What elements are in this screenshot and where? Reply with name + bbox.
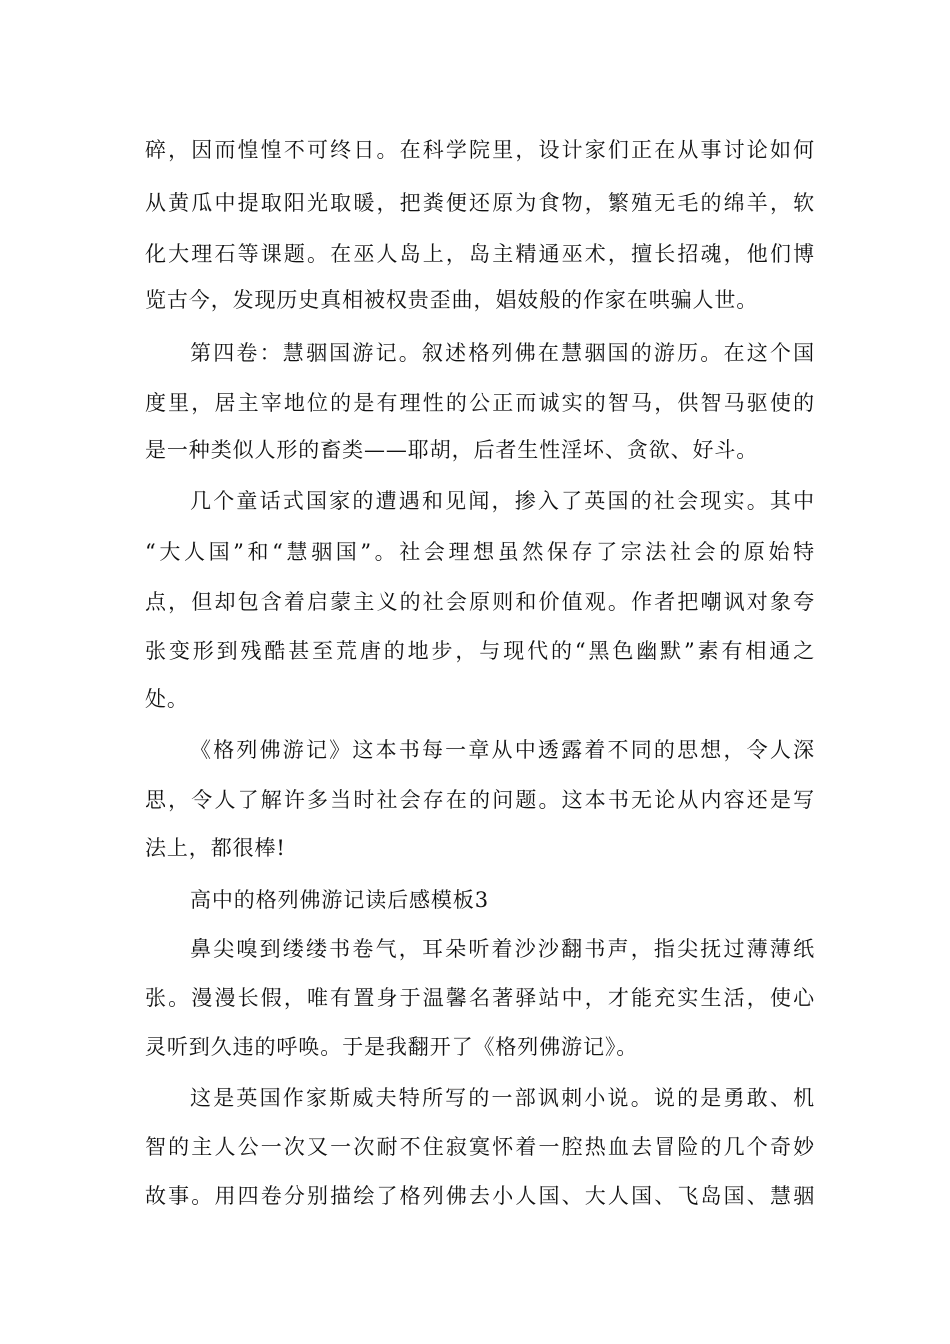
text-line: 化大理石等课题。在巫人岛上，岛主精通巫术，擅长招魂，他们博 [145, 242, 815, 266]
text-line: 张。漫漫长假，唯有置身于温馨名著驿站中，才能充实生活，使心 [145, 986, 815, 1010]
text-line: “大人国”和“慧骃国”。社会理想虽然保存了宗法社会的原始特 [145, 540, 815, 564]
text-line: 故事。用四卷分别描绘了格列佛去小人国、大人国、飞岛国、慧骃 [145, 1184, 815, 1208]
text-line: 灵听到久违的呼唤。于是我翻开了《格列佛游记》。 [145, 1035, 639, 1059]
section-heading: 高中的格列佛游记读后感模板3 [190, 888, 489, 912]
text-line: 思，令人了解许多当时社会存在的问题。这本书无论从内容还是写 [145, 788, 815, 812]
paragraph-first-line: 第四卷：慧骃国游记。叙述格列佛在慧骃国的游历。在这个国 [190, 341, 815, 365]
paragraph-first-line: 这是英国作家斯威夫特所写的一部讽刺小说。说的是勇敢、机 [190, 1086, 815, 1110]
paragraph-first-line: 鼻尖嗅到缕缕书卷气，耳朵听着沙沙翻书声，指尖抚过薄薄纸 [190, 937, 815, 961]
text-line: 是一种类似人形的畜类——耶胡，后者生性淫坏、贪欲、好斗。 [145, 438, 759, 462]
text-line: 度里，居主宰地位的是有理性的公正而诚实的智马，供智马驱使的 [145, 391, 815, 415]
text-line: 张变形到残酷甚至荒唐的地步，与现代的“黑色幽默”素有相通之 [145, 639, 815, 663]
text-line: 处。 [145, 687, 189, 711]
paragraph-first-line: 《格列佛游记》这本书每一章从中透露着不同的思想，令人深 [190, 738, 815, 762]
text-line: 智的主人公一次又一次耐不住寂寞怀着一腔热血去冒险的几个奇妙 [145, 1135, 815, 1159]
text-line: 碎，因而惶惶不可终日。在科学院里，设计家们正在从事讨论如何 [145, 138, 815, 162]
text-line: 点，但却包含着启蒙主义的社会原则和价值观。作者把嘲讽对象夸 [145, 590, 815, 614]
paragraph-first-line: 几个童话式国家的遭遇和见闻，掺入了英国的社会现实。其中 [190, 489, 815, 513]
text-line: 法上，都很棒! [145, 836, 286, 860]
text-line: 览古今，发现历史真相被权贵歪曲，娼妓般的作家在哄骗人世。 [145, 288, 759, 312]
text-line: 从黄瓜中提取阳光取暖，把粪便还原为食物，繁殖无毛的绵羊，软 [145, 191, 815, 215]
